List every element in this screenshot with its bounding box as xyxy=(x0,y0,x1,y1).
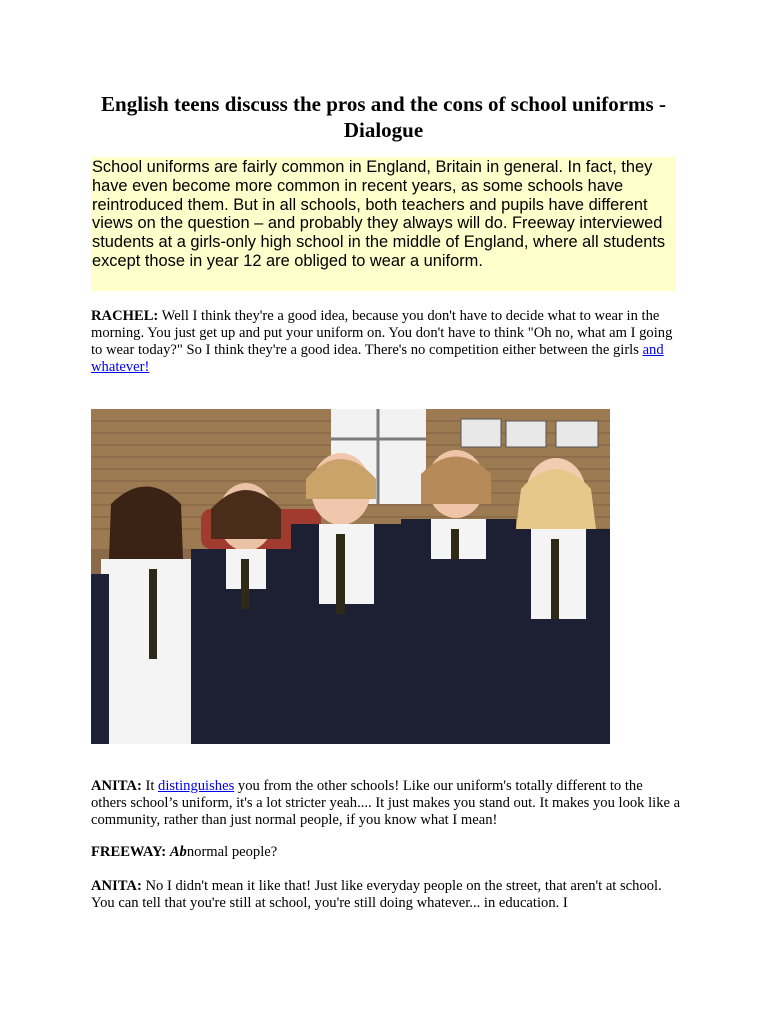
abnormal-emphasis: Ab xyxy=(169,844,187,860)
freeway-paragraph xyxy=(91,844,681,861)
page-title: English teens discuss the pros and the cons of school uniforms - Dialogue xyxy=(101,92,666,142)
distinguishes-link[interactable]: distinguishes xyxy=(158,778,235,794)
anita-text-before: It xyxy=(141,778,159,794)
freeway-text: normal people? xyxy=(186,844,278,860)
anita-paragraph-2 xyxy=(91,878,681,912)
school-girls-photo xyxy=(91,409,610,744)
and-whatever-link[interactable]: and whatever! xyxy=(91,342,664,375)
anita-text-2: No I didn't mean it like that! Just like everyday people on the street, that aren't at school. You can tell that you're still at school, you're still doing whatever... in education. I xyxy=(91,878,662,911)
speaker-rachel: RACHEL: xyxy=(91,308,159,324)
speaker-freeway: FREEWAY: xyxy=(91,844,167,860)
anita-paragraph-1 xyxy=(91,778,681,829)
speaker-anita: ANITA: xyxy=(91,778,142,794)
rachel-paragraph xyxy=(91,308,681,376)
intro-box: School uniforms are fairly common in England, Britain in general. In fact, they have even become more common in recent years, as some schools have reintroduced them. But in all schools, both teachers and pupils have different views on the question – and probably they always will do. Freeway interviewed students at a girls-only high school in the middle of England, where all students except those in year 12 are obliged to wear a uniform. xyxy=(91,157,676,291)
speaker-anita-2: ANITA: xyxy=(91,878,142,894)
anita-text-after: you from the other schools! Like our uniform's totally different to the others school’s uniform, it's a lot stricter yeah.... It just makes you stand out. It makes you look like a community, rather than just normal people, if you know what I mean! xyxy=(91,778,681,828)
rachel-text: Well I think they're a good idea, because you don't have to decide what to wear in the morning. You just get up and put your uniform on. You don't have to think "Oh no, what am I going to wear today?" So I think they're a good idea. There's no competition either between the girls xyxy=(91,308,673,358)
